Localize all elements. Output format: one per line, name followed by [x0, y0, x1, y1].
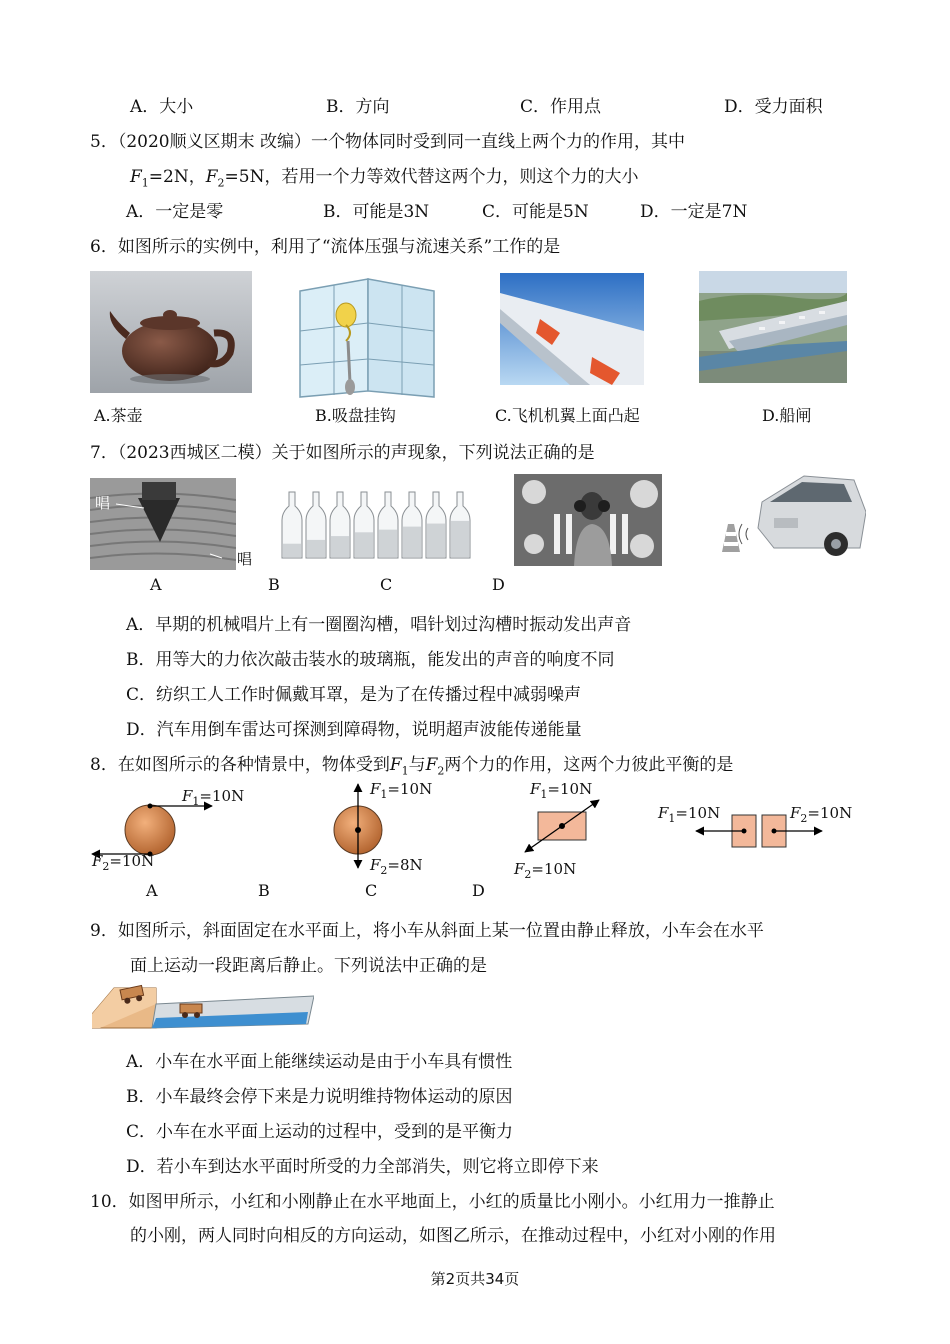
fig-c-f1-value: =10N	[547, 780, 593, 798]
fig-d-f1-label: $F_1=10N$	[658, 804, 721, 825]
page-footer: 第2页共34页	[430, 1270, 520, 1288]
q9-option-d: D．若小车到达水平面时所受的力全部消失，则它将立即停下来	[126, 1157, 599, 1177]
fig-b-f1-value: =10N	[387, 780, 433, 798]
q5-stem-line2: $F_1=2N$，$F_2=5N$，若用一个力等效代替这两个力，则这个力的大小	[130, 167, 639, 190]
q8-caption-b: B	[258, 881, 270, 900]
bottle-icon	[402, 492, 422, 558]
q6-caption-d: D.船闸	[762, 406, 812, 425]
q5-option-d: D．一定是7N	[640, 202, 748, 222]
suction-hook-image	[296, 271, 438, 399]
q7-caption-d: D	[492, 575, 505, 594]
fig-b-f2-value: =8N	[387, 856, 423, 874]
bottle-icon	[282, 492, 302, 558]
q5-f1-value: =2N，	[148, 167, 206, 187]
q6-caption-b: B.吸盘挂钩	[315, 406, 396, 425]
q4-option-c: C．作用点	[520, 97, 602, 117]
bottle-icon	[354, 492, 374, 558]
q7-fig-label-1: 唱	[95, 494, 111, 512]
fig-a-f1-value: =10N	[199, 787, 245, 805]
q7-option-d: D．汽车用倒车雷达可探测到障碍物，说明超声波能传递能量	[126, 720, 582, 740]
fig-b-f2-label: $F_2=8N$	[370, 856, 423, 877]
reversing-radar-image	[714, 472, 866, 560]
q8-stem: 8．在如图所示的各种情景中，物体受到$F_1$与$F_2$两个力的作用，这两个力彼此平衡的是	[90, 755, 734, 778]
q7-option-c: C．纺织工人工作时佩戴耳罩，是为了在传播过程中减弱噪声	[126, 685, 582, 705]
q10-stem-line2: 的小刚，两人同时向相反的方向运动，如图乙所示，在推动过程中，小红对小刚的作用	[130, 1226, 776, 1246]
textile-worker-image	[514, 474, 662, 566]
bottle-icon	[426, 492, 446, 558]
q5-option-a: A．一定是零	[126, 202, 224, 222]
incline-cart-image	[92, 984, 314, 1030]
q6-stem: 6．如图所示的实例中，利用了“流体压强与流速关系”工作的是	[90, 237, 561, 257]
fig-c-f2-label: $F_2=10N$	[514, 860, 577, 881]
fig-d-f2-value: =10N	[807, 804, 853, 822]
q6-caption-c: C.飞机机翼上面凸起	[495, 406, 640, 425]
fig-a-f2-value: =10N	[109, 852, 155, 870]
teapot-image	[90, 271, 252, 393]
fig-d-f1-value: =10N	[675, 804, 721, 822]
fig-c-f1-label: $F_1=10N$	[530, 780, 593, 801]
q10-stem: 10．如图甲所示，小红和小刚静止在水平地面上，小红的质量比小刚小。小红用力一推静止	[90, 1192, 775, 1212]
q9-option-a: A．小车在水平面上能继续运动是由于小车具有惯性	[126, 1052, 513, 1072]
q4-option-d: D．受力面积	[724, 97, 823, 117]
bottle-icon	[378, 492, 398, 558]
q7-caption-b: B	[268, 575, 280, 594]
q9-option-b: B．小车最终会停下来是力说明维持物体运动的原因	[126, 1087, 513, 1107]
q7-option-b: B．用等大的力依次敲击装水的玻璃瓶，能发出的声音的响度不同	[126, 650, 615, 670]
fig-a-f2-label: $F_2=10N$	[92, 852, 155, 873]
q5-option-b: B．可能是3N	[323, 202, 430, 222]
bottle-icon	[330, 492, 350, 558]
q8-stem-b: 与	[408, 755, 426, 775]
q8-caption-c: C	[365, 881, 378, 900]
water-bottles-image	[278, 488, 472, 560]
q9-option-c: C．小车在水平面上运动的过程中，受到的是平衡力	[126, 1122, 514, 1142]
bottle-icon	[450, 492, 470, 558]
q5-stem: 5．（2020顺义区期末 改编）一个物体同时受到同一直线上两个力的作用，其中	[90, 132, 685, 152]
q9-stem: 9．如图所示，斜面固定在水平面上，将小车从斜面上某一位置由静止释放，小车会在水平	[90, 921, 764, 941]
q7-fig-label-2: 唱	[237, 550, 253, 568]
q6-caption-a: A.茶壶	[94, 406, 143, 425]
q8-caption-d: D	[472, 881, 485, 900]
ship-lock-image	[699, 271, 847, 383]
q8-caption-a: A	[146, 881, 158, 900]
q7-caption-c: C	[380, 575, 393, 594]
q7-stem: 7．（2023西城区二模）关于如图所示的声现象，下列说法正确的是	[90, 443, 595, 463]
q8-stem-c: 两个力的作用，这两个力彼此平衡的是	[444, 755, 734, 775]
q7-option-a: A．早期的机械唱片上有一圈圈沟槽，唱针划过沟槽时振动发出声音	[126, 615, 632, 635]
fig-d-f2-label: $F_2=10N$	[790, 804, 853, 825]
record-groove-image	[90, 478, 236, 570]
bottle-icon	[306, 492, 326, 558]
q8-stem-a: 8．在如图所示的各种情景中，物体受到	[90, 755, 390, 775]
q5-f2-value: =5N，若用一个力等效代替这两个力，则这个力的大小	[224, 167, 639, 187]
q4-option-a: A．大小	[130, 97, 194, 117]
fig-b-f1-label: $F_1=10N$	[370, 780, 433, 801]
q7-caption-a: A	[150, 575, 162, 594]
fig-c-f2-value: =10N	[531, 860, 577, 878]
q5-option-c: C．可能是5N	[482, 202, 589, 222]
q9-stem-line2: 面上运动一段距离后静止。下列说法中正确的是	[130, 956, 487, 976]
airplane-wing-image	[500, 273, 644, 385]
fig-a-f1-label: $F_1=10N$	[182, 787, 245, 808]
q4-option-b: B．方向	[326, 97, 390, 117]
